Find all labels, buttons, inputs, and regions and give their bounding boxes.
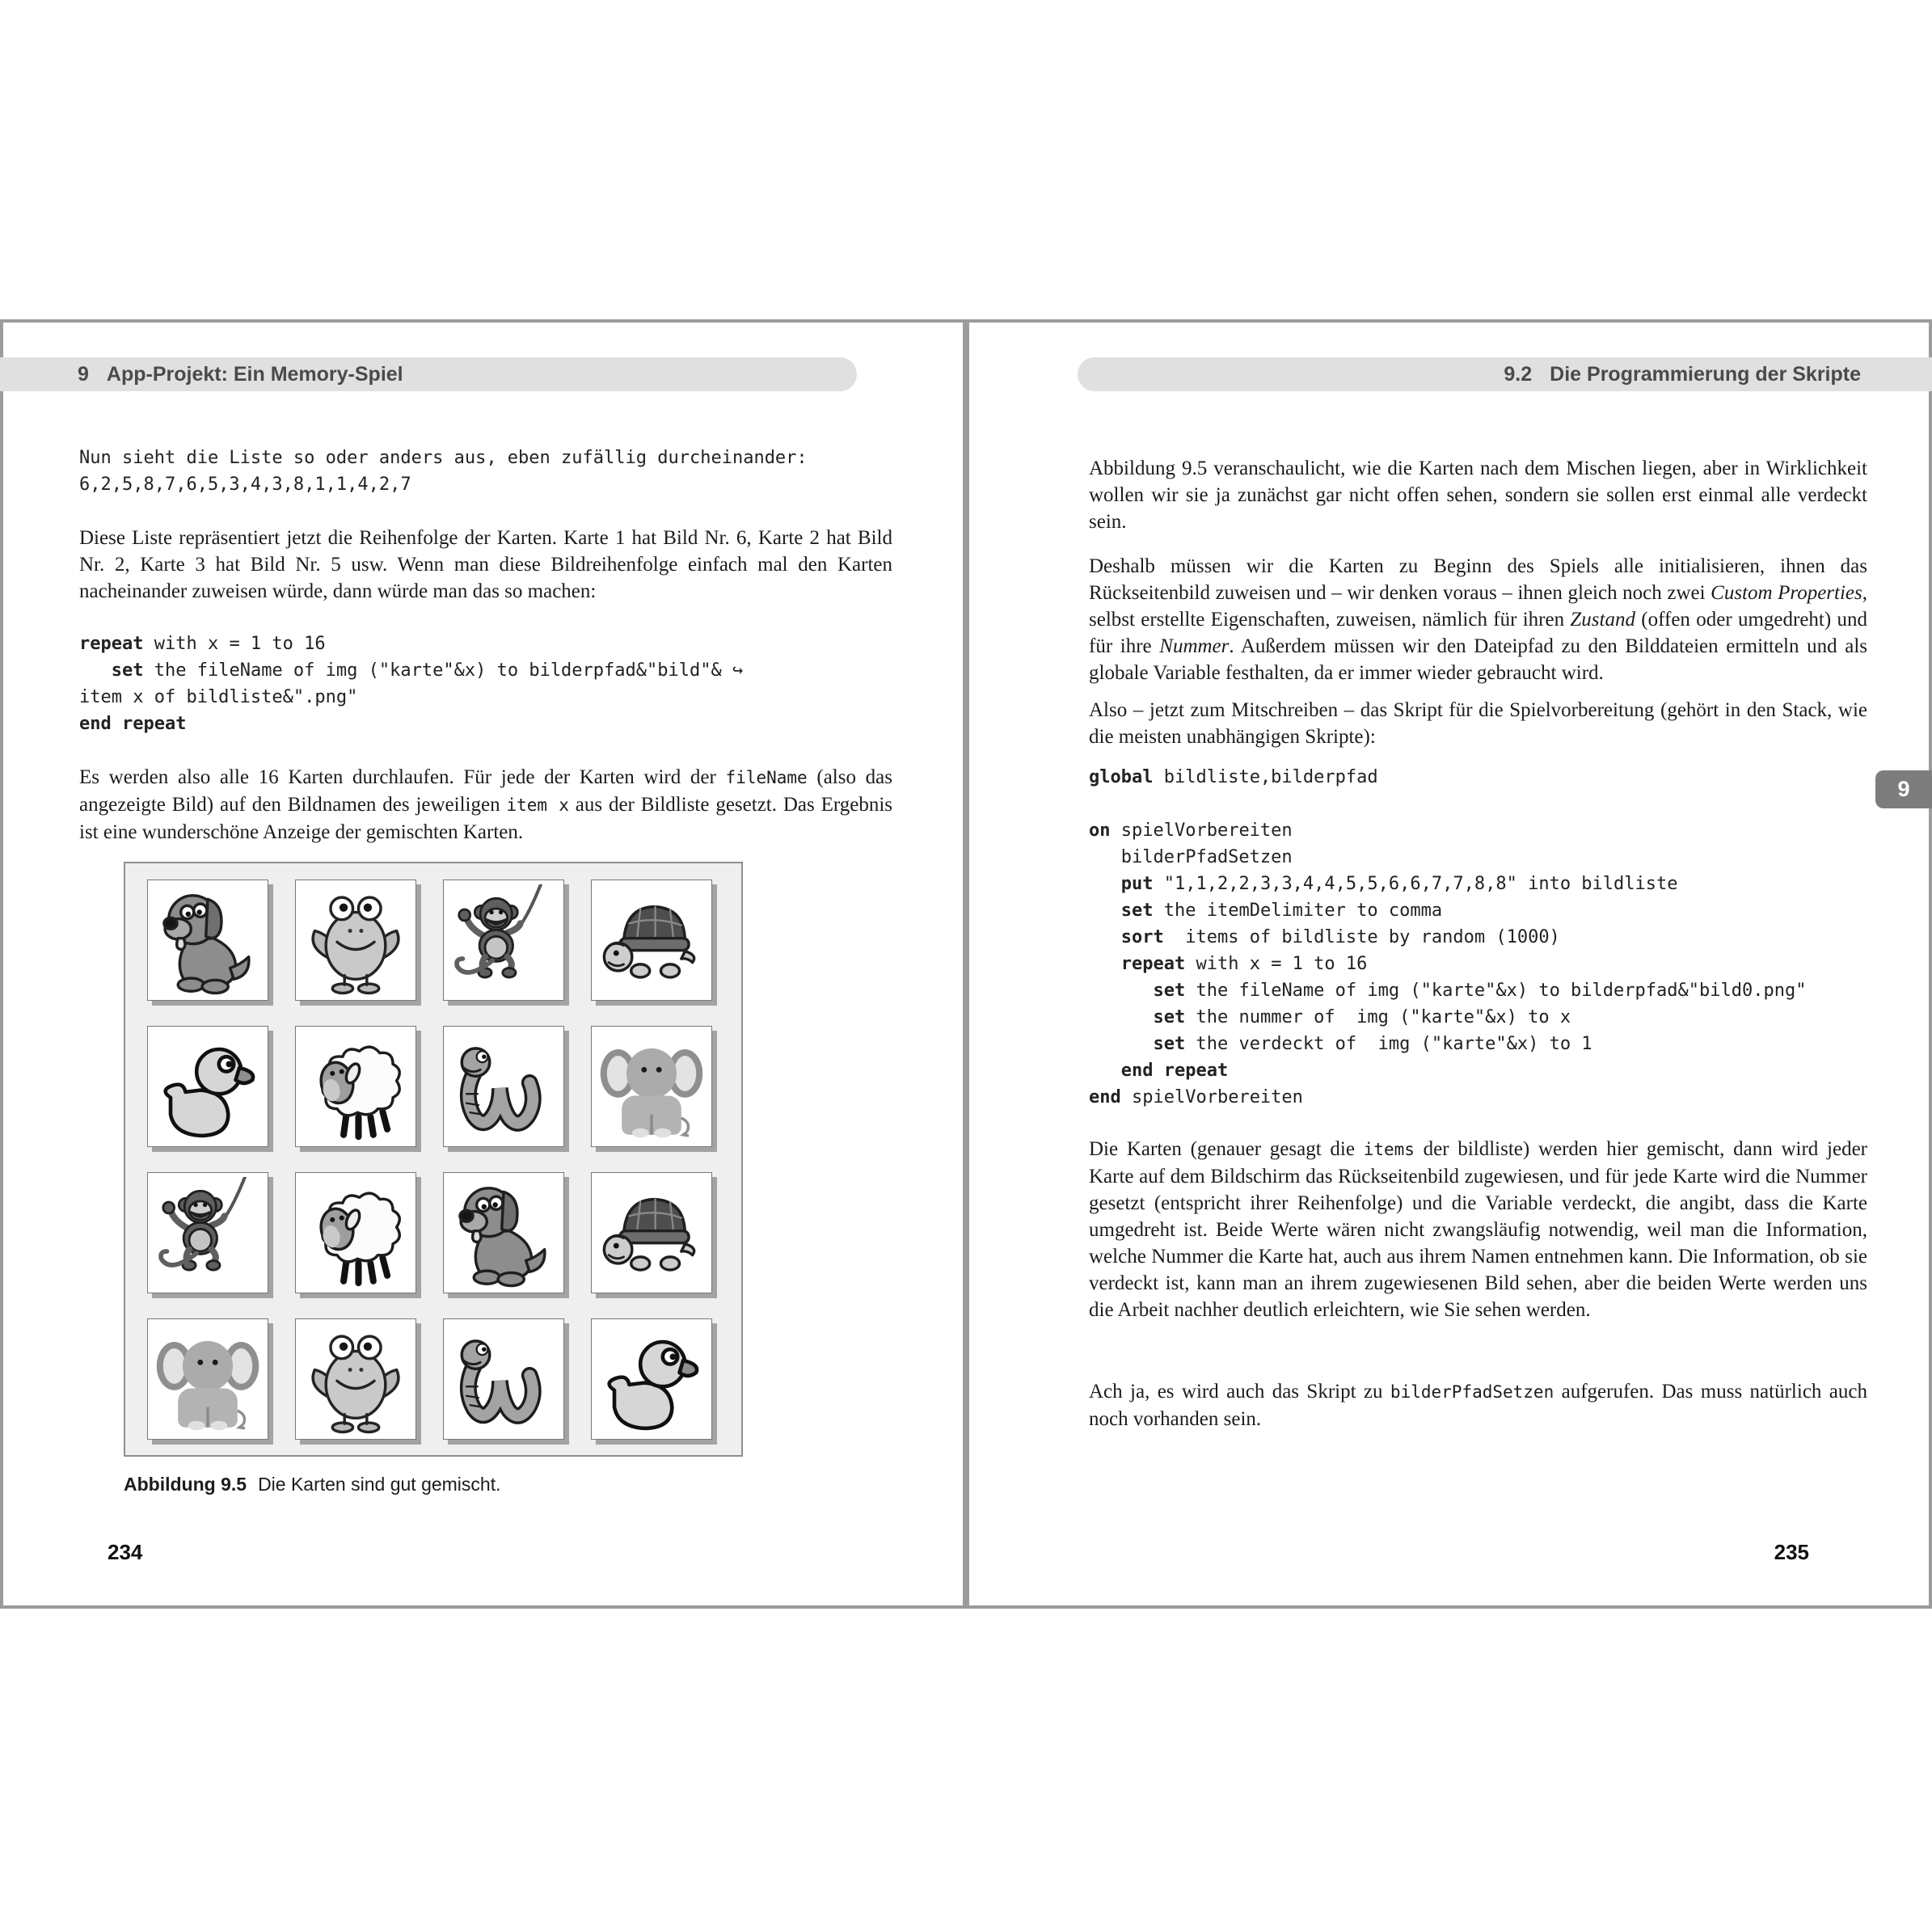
sheep-icon	[300, 1177, 411, 1289]
shuffled-list-text	[79, 445, 892, 498]
frog-icon	[300, 1323, 411, 1435]
card-snake-image	[443, 1026, 564, 1147]
paragraph-script-intro: Also – jetzt zum Mitschreiben – das Skript für die Spielvorbereitung (gehört in den Stack, wie die meisten unabhängigen Skripte):	[1089, 699, 1867, 748]
card-frog-image	[295, 880, 416, 1001]
code-line: bilderPfadSetzen	[1089, 847, 1293, 867]
code-line: repeat with x = 1 to 16	[79, 634, 326, 654]
card-dog-image	[443, 1172, 564, 1293]
memory-cards-grid	[125, 863, 741, 1455]
code-line: put "1,1,2,2,3,3,4,4,5,5,6,6,7,7,8,8" into bildliste	[1120, 874, 1678, 894]
left-page	[3, 323, 963, 1605]
card-turtle-image	[591, 1172, 712, 1293]
card-dog-image	[147, 880, 268, 1001]
code-line: end repeat	[79, 714, 187, 734]
figure-caption-label: Abbildung 9.5	[124, 1474, 247, 1495]
dog-icon	[448, 1177, 559, 1289]
paragraph-loop-result: Es werden also alle 16 Karten durchlaufen. Für jede der Karten wird der fileName (also das angezeigte Bild) auf den Bildnamen des jeweiligen item x aus der Bildliste gesetzt. Das Ergebnis ist eine wunderschöne Anzeige der gemischten Karten.	[79, 766, 893, 843]
code-line: set the fileName of img ("karte"&x) to bilderpfad&"bild0.png"	[1153, 981, 1807, 1001]
card-duck-image	[591, 1318, 712, 1440]
card-duck-image	[147, 1026, 268, 1147]
card-elephant-image	[591, 1026, 712, 1147]
elephant-icon	[152, 1323, 264, 1435]
elephant-icon	[596, 1031, 707, 1142]
mono-line: 6,2,5,8,7,6,5,3,4,3,8,1,1,4,2,7	[79, 475, 411, 495]
chapter-thumb-tab: 9	[1875, 770, 1932, 808]
paragraph-bilderpfadsetzen-note: Ach ja, es wird auch das Skript zu bilderPfadSetzen aufgerufen. Das muss natürlich auch noch vorhanden sein.	[1089, 1381, 1867, 1430]
paragraph-code-explanation: Die Karten (genauer gesagt die items der bildliste) werden hier gemischt, dann wird jeder Karte auf dem Bildschirm das Rückseitenbild zugewiesen, und für jede Karte wird die Nummer gesetzt (entspricht ihrer Reihenfolge) und die Variable verdeckt, die angibt, dass die Karte umgedreht ist. Beide Werte wären nicht zwangsläufig notwendig, weil man die Information, welche Nummer die Karte hat, auch aus ihrem Namen entnehmen kann. Die Information, ob sie verdeckt ist, kann man an ihrem zugewiesenen Bild sehen, aber die beiden Werte werden uns die Arbeit nachher deutlich erleichtern, wie Sie sehen werden.	[1089, 1138, 1867, 1321]
figure-caption	[124, 1474, 501, 1495]
monkey-icon	[152, 1177, 264, 1289]
section-header-bar	[1078, 357, 1932, 391]
code-line: sort items of bildliste by random (1000)	[1120, 927, 1560, 947]
dog-icon	[152, 884, 264, 996]
duck-icon	[152, 1031, 264, 1142]
turtle-icon	[596, 884, 707, 996]
paragraph-initialisation: Deshalb müssen wir die Karten zu Beginn des Spiels alle initialisieren, ihnen das Rückseitenbild zuweisen und – wir denken voraus – ihnen gleich noch zwei Custom Properties, selbst erstellte Eigenschaften, zuweisen, nämlich für ihren Zustand (offen oder umgedreht) und für ihre Nummer. Außerdem müssen wir den Dateipfad zu den Bilddateien ermitteln und als globale Variable festhalten, da er immer wieder gebraucht wird.	[1089, 555, 1867, 684]
duck-icon	[596, 1323, 707, 1435]
figure-caption-text: Die Karten sind gut gemischt.	[258, 1474, 501, 1495]
figure-9-5	[124, 862, 743, 1457]
chapter-number: 9	[78, 362, 89, 386]
frog-icon	[300, 884, 411, 996]
card-turtle-image	[591, 880, 712, 1001]
code-line: repeat with x = 1 to 16	[1120, 954, 1368, 974]
card-snake-image	[443, 1318, 564, 1440]
code-line	[1089, 791, 1867, 817]
code-line: end repeat	[1120, 1061, 1229, 1081]
card-monkey-image	[443, 880, 564, 1001]
right-page	[969, 323, 1929, 1605]
page-number-left: 234	[108, 1540, 143, 1564]
card-sheep-image	[295, 1172, 416, 1293]
card-sheep-image	[295, 1026, 416, 1147]
chapter-title: App-Projekt: Ein Memory-Spiel	[106, 362, 403, 386]
page-number-right: 235	[1774, 1540, 1809, 1564]
code-line: end spielVorbereiten	[1089, 1087, 1303, 1107]
code-line: set the itemDelimiter to comma	[1120, 901, 1443, 921]
mono-line: Nun sieht die Liste so oder anders aus, eben zufällig durcheinander:	[79, 448, 808, 468]
card-frog-image	[295, 1318, 416, 1440]
monkey-icon	[448, 884, 559, 996]
code-line: set the nummer of img ("karte"&x) to x	[1153, 1007, 1571, 1027]
snake-icon	[448, 1031, 559, 1142]
snake-icon	[448, 1323, 559, 1435]
code-block-repeat-loop	[79, 631, 892, 737]
section-title: Die Programmierung der Skripte	[1550, 362, 1861, 386]
chapter-header-bar	[0, 357, 857, 391]
card-elephant-image	[147, 1318, 268, 1440]
paragraph-list-explanation: Diese Liste repräsentiert jetzt die Reihenfolge der Karten. Karte 1 hat Bild Nr. 6, Karte 2 hat Bild Nr. 2, Karte 3 hat Bild Nr. 5 usw. Wenn man diese Bildreihenfolge einfach mal den Karten nacheinander zuweisen würde, dann würde man das so machen:	[79, 527, 892, 602]
page-gutter-divider	[963, 323, 969, 1605]
code-line: set the verdeckt of img ("karte"&x) to 1	[1153, 1034, 1592, 1054]
turtle-icon	[596, 1177, 707, 1289]
code-block-spielvorbereiten	[1089, 764, 1867, 1111]
card-monkey-image	[147, 1172, 268, 1293]
code-line: global bildliste,bilderpfad	[1089, 767, 1378, 787]
page-spread-frame	[0, 319, 1932, 1609]
sheep-icon	[300, 1031, 411, 1142]
code-line: on spielVorbereiten	[1089, 820, 1293, 841]
paragraph-figure-reference: Abbildung 9.5 veranschaulicht, wie die Karten nach dem Mischen liegen, aber in Wirklichkeit wollen wir sie ja zunächst gar nicht offen sehen, sondern sie sollen erst einmal alle verdeckt sein.	[1089, 458, 1867, 533]
code-line: item x of bildliste&".png"	[79, 687, 358, 707]
section-number: 9.2	[1504, 362, 1533, 386]
code-line: set the fileName of img ("karte"&x) to bilderpfad&"bild"& ↪	[111, 660, 744, 681]
